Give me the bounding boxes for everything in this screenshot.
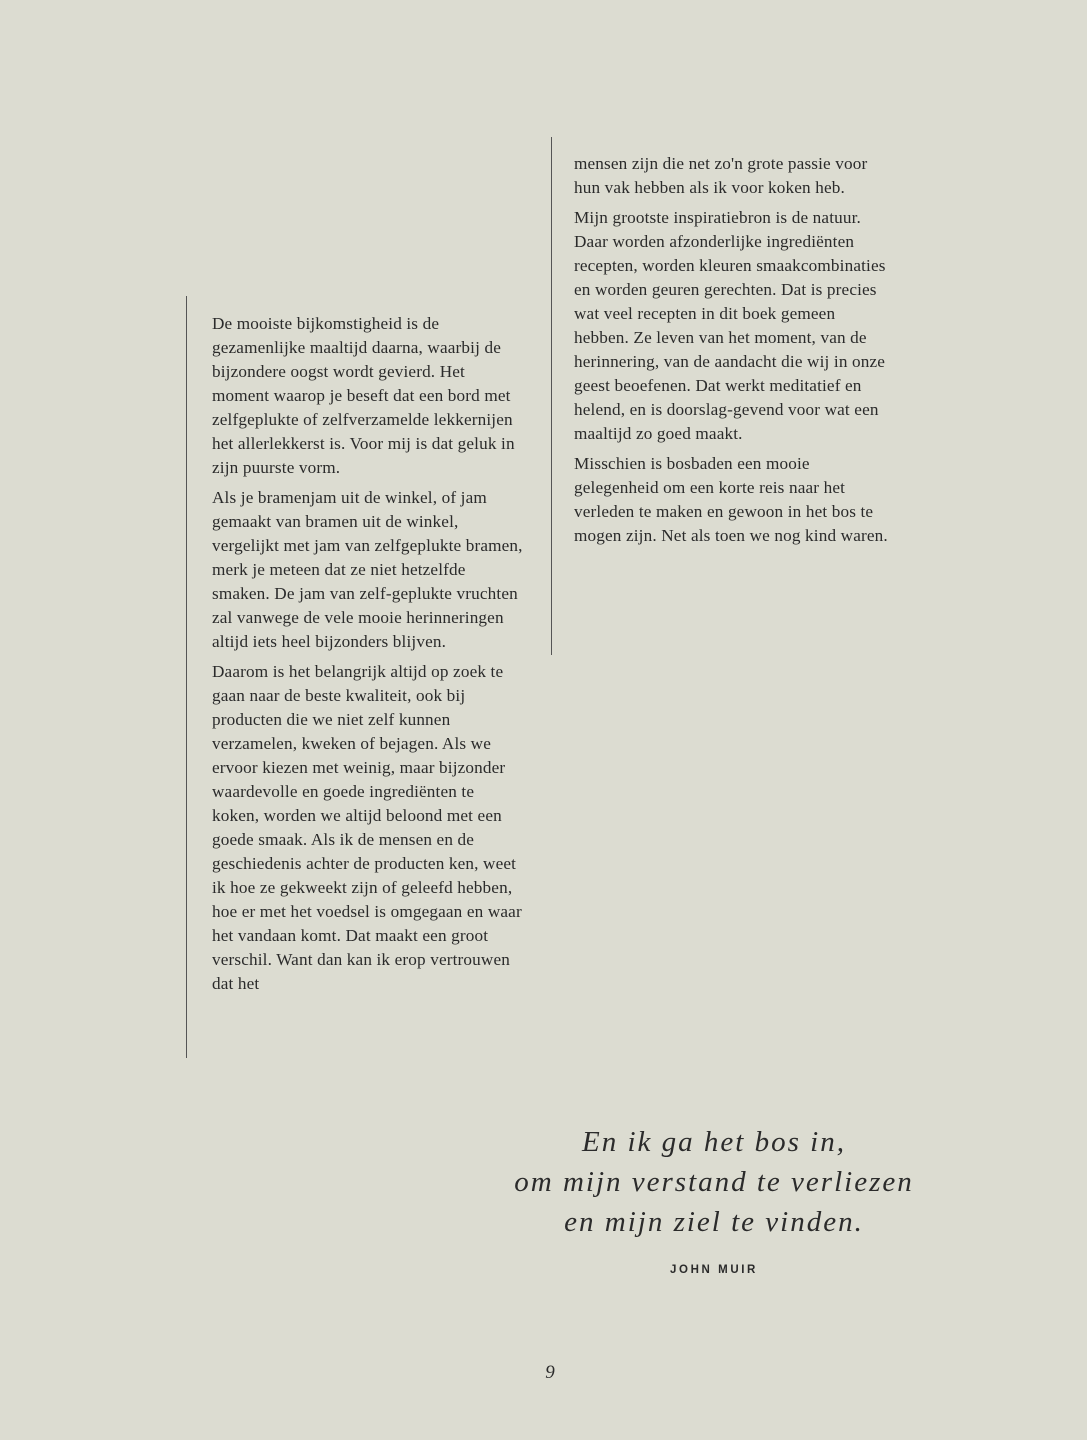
quote-line: En ik ga het bos in, <box>582 1126 846 1158</box>
right-text-column <box>574 152 890 554</box>
left-text-column <box>212 312 524 1002</box>
quote-line: om mijn verstand te verliezen <box>514 1166 914 1198</box>
quote-author: JOHN MUIR <box>670 1264 758 1276</box>
page-number: 9 <box>545 1362 555 1383</box>
left-column-rule <box>186 296 187 1058</box>
quote-line: en mijn ziel te vinden. <box>564 1206 864 1238</box>
body-paragraph: Mijn grootste inspiratiebron is de natuur. Daar worden afzonderlijke ingrediënten recepten, worden kleuren smaakcombinaties en worden geuren gerechten. Dat is precies wat veel recepten in dit boek gemeen hebben. Ze leven van het moment, van de herinnering, van de aandacht die wij in onze geest beoefenen. Dat werkt meditatief en helend, en is doorslag-gevend voor wat een maaltijd zo goed maakt. <box>574 208 886 443</box>
body-paragraph: Misschien is bosbaden een mooie gelegenheid om een korte reis naar het verleden te maken en gewoon in het bos te mogen zijn. Net als toen we nog kind waren. <box>574 454 888 545</box>
body-paragraph: Daarom is het belangrijk altijd op zoek te gaan naar de beste kwaliteit, ook bij producten die we niet zelf kunnen verzamelen, kweken of bejagen. Als we ervoor kiezen met weinig, maar bijzonder waardevolle en goede ingrediënten te koken, worden we altijd beloond met een goede smaak. Als ik de mensen en de geschiedenis achter de producten ken, weet ik hoe ze gekweekt zijn of geleefd hebben, hoe er met het voedsel is omgegaan en waar het vandaan komt. Dat maakt een groot verschil. Want dan kan ik erop vertrouwen dat het <box>212 662 522 993</box>
body-paragraph: mensen zijn die net zo'n grote passie voor hun vak hebben als ik voor koken heb. <box>574 154 868 197</box>
body-paragraph: Als je bramenjam uit de winkel, of jam gemaakt van bramen uit de winkel, vergelijkt met jam van zelfgeplukte bramen, merk je meteen dat ze niet hetzelfde smaken. De jam van zelf-geplukte vruchten zal vanwege de vele mooie herinneringen altijd iets heel bijzonders blijven. <box>212 488 523 651</box>
body-paragraph: De mooiste bijkomstigheid is de gezamenlijke maaltijd daarna, waarbij de bijzondere oogst wordt gevierd. Het moment waarop je beseft dat een bord met zelfgeplukte of zelfverzamelde lekkernijen het allerlekkerst is. Voor mij is dat geluk in zijn puurste vorm. <box>212 314 515 477</box>
right-column-rule <box>551 137 552 655</box>
pull-quote <box>500 1122 928 1242</box>
